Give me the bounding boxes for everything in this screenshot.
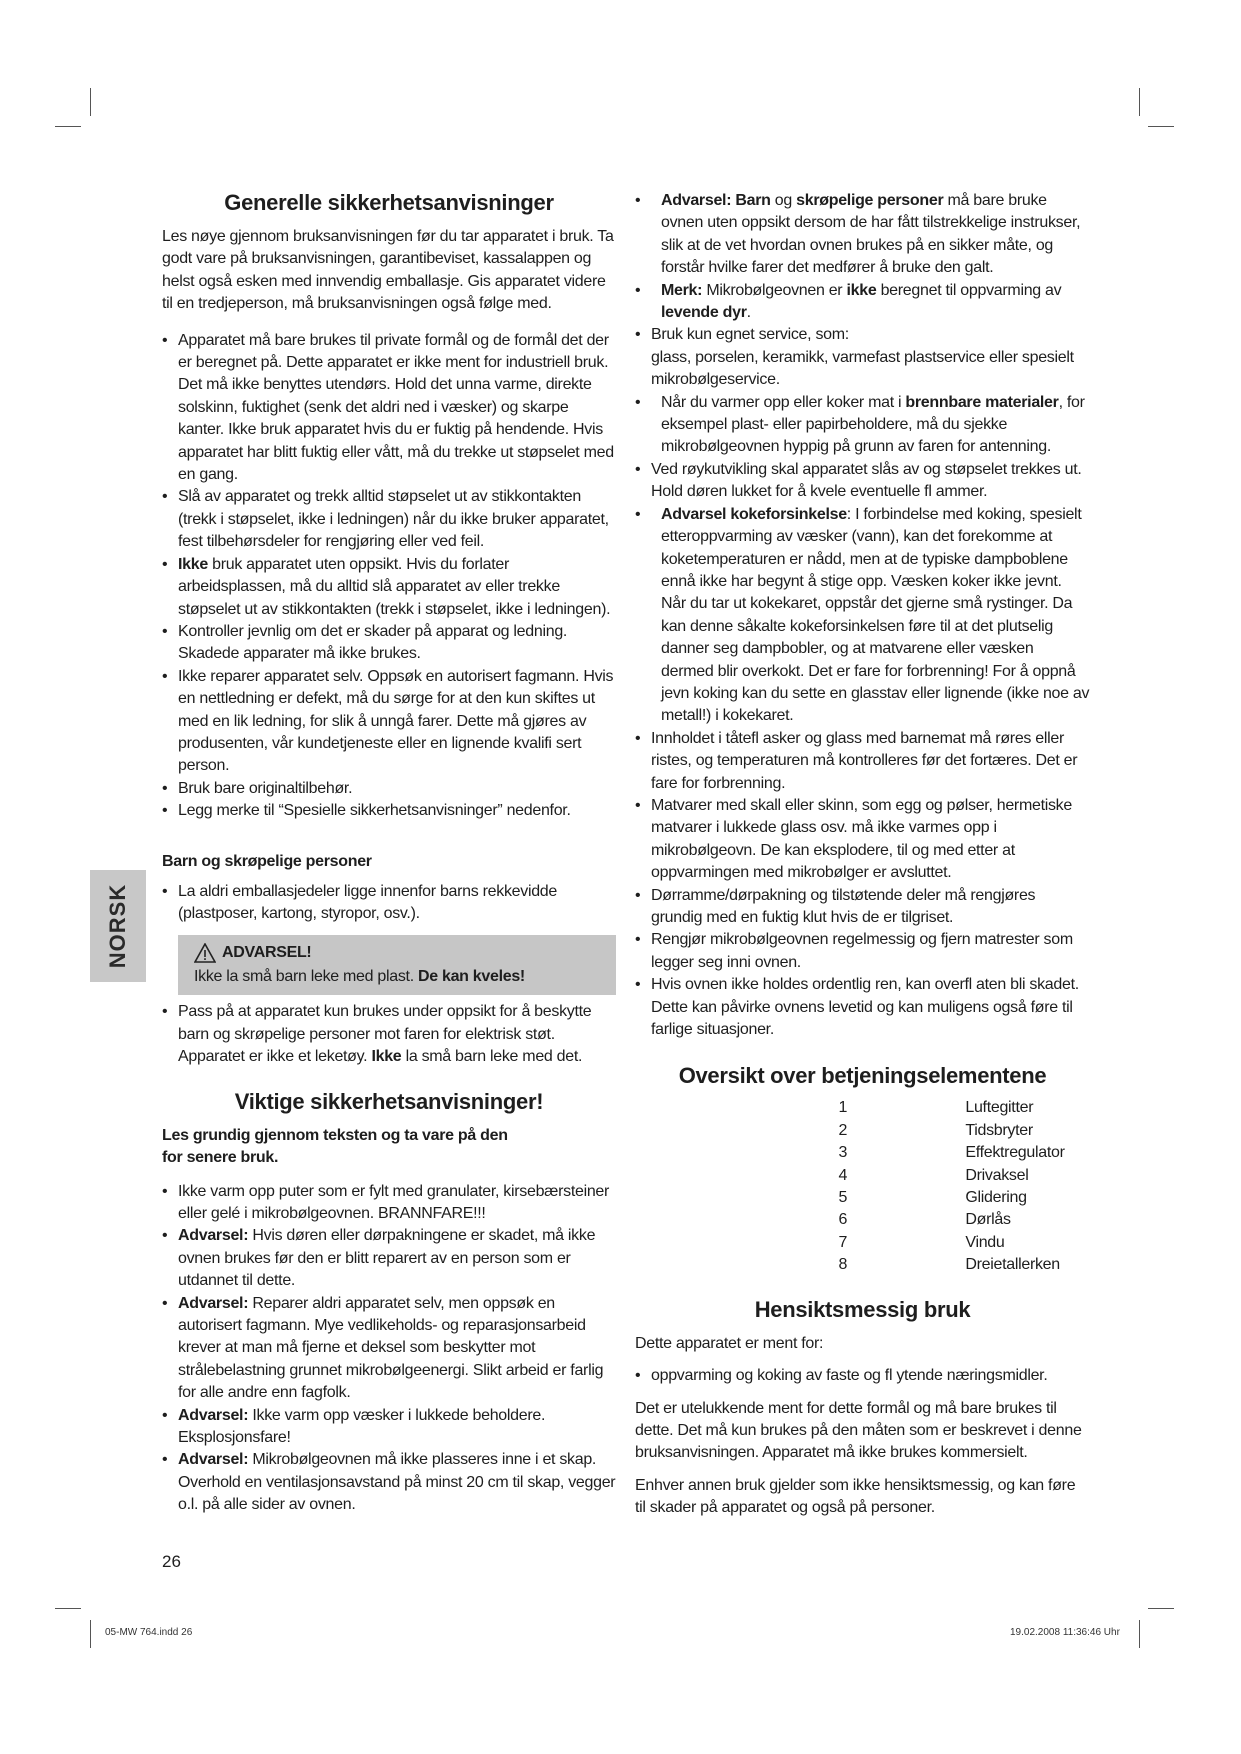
part-number: 6 [838, 1211, 848, 1229]
section-title-important-safety: Viktige sikkerhetsanvisninger! [234, 1088, 544, 1114]
list-item: • Ikke varm opp puter som er fylt med granulater, kirsebærsteiner eller gelé i mikrobølgeovnen. BRANNFARE!!! [162, 1181, 616, 1226]
crop-mark [1139, 1620, 1140, 1648]
table-row [660, 1097, 1064, 1119]
table-row [660, 1165, 1064, 1187]
crop-mark [55, 1608, 81, 1609]
part-label: Luftegitter [965, 1099, 1034, 1117]
warning-text: Ikke la små barn leke med plast. De kan kveles! [194, 968, 525, 986]
list-item: • Når du varmer opp eller koker mat i brennbare materialer, for eksempel plast- eller papirbeholdere, må du sjekke mikrobølgeovnen hyppig på grunn av faren for antenning. [635, 392, 1090, 459]
safety-list-continued-3 [635, 459, 1090, 504]
list-item: • Advarsel kokeforsinkelse: I forbindelse med koking, spesielt etteroppvarming av væsker (vann), kan det forekomme at koketemperaturen er nådd, men at de typiske dampboblene ennå ikke har begynt å stige opp. Væsken koker ikke jevnt. Når du tar ut kokekaret, oppstår det gjerne små rystinger. Da kan denne såkalte kokeforsinkelsen føre til at det plutselig danner seg dampbobler, og at matvarene eller væsken dermed blir overkokt. Det er fare for forbrenning! For å oppnå jevn koking kan du sette en glasstav eller lignende (ikke noe av metall!) i kokekaret. [635, 504, 1090, 728]
part-label: Dreietallerken [965, 1256, 1060, 1274]
table-row [660, 1187, 1064, 1209]
important-safety-list [162, 1181, 616, 1517]
list-item: • Apparatet må bare brukes til private formål og de formål det der er beregnet på. Dette apparatet er ikke ment for industriell bruk. Det må ikke benyttes utendørs. Hold det unna varme, direkte solskinn, fuktighet (senk det aldri ned i væsker) og skarpe kanter. Ikke bruk apparatet hvis du er fuktig på hendende. Hvis apparatet har blitt fuktig eller vått, må du trekke ut støpselet med en gang. [162, 330, 616, 487]
children-list [162, 881, 616, 926]
list-item: • Advarsel: Reparer aldri apparatet selv, men oppsøk en autorisert fagmann. Mye vedlikeholds- og reparasjonsarbeid krever at man må fjerne et deksel som beskytter mot strålebelastning grunnet mikrobølgeenergi. Slikt arbeid er farlig for alle andre enn fagfolk. [162, 1293, 616, 1405]
crop-mark [90, 1620, 91, 1648]
safety-list-continued-2 [635, 392, 1090, 459]
list-item: • Hvis ovnen ikke holdes ordentlig ren, kan overfl aten bli skadet. Dette kan påvirke ovnens levetid og kan muligens også føre til farlige situasjoner. [635, 974, 1090, 1041]
misuse-paragraph: Enhver annen bruk gjelder som ikke hensiktsmessig, og kan føre til skader på apparatet og også på personer. [635, 1476, 1076, 1517]
important-safety-lead: Les grundig gjennom teksten og ta vare på den for senere bruk. [162, 1126, 508, 1166]
safety-list-continued-4 [635, 504, 1090, 728]
part-number: 5 [838, 1189, 848, 1207]
footer-timestamp: 19.02.2008 11:36:46 Uhr [1010, 1627, 1120, 1638]
part-label: Vindu [965, 1233, 1005, 1251]
safety-list-continued [635, 190, 1090, 324]
crop-mark [90, 88, 91, 116]
table-row [660, 1232, 1064, 1254]
crop-mark [1139, 88, 1140, 116]
table-row [660, 1142, 1064, 1164]
list-item: • Ikke reparer apparatet selv. Oppsøk en autorisert fagmann. Hvis en nettledning er defekt, må du sørge for at den kun skiftes ut med en lik ledning, for slik å unngå farer. Dette må gjøres av produsenten, vår kundetjeneste eller en lignende kvalifi sert person. [162, 666, 616, 778]
table-row [660, 1254, 1064, 1276]
part-number: 7 [838, 1233, 848, 1251]
list-item: • Ikke bruk apparatet uten oppsikt. Hvis du forlater arbeidsplassen, må du alltid slå apparatet av eller trekke støpselet ut av stikkontakten (trekk i støpselet, ikke i ledningen). [162, 554, 616, 621]
language-tab [90, 870, 146, 982]
warning-title: ADVARSEL! [194, 941, 606, 965]
list-item: • Slå av apparatet og trekk alltid støpselet ut av stikkontakten (trekk i støpselet, ikke i ledningen) når du ikke bruker apparatet, fest tilbehørsdeler for rengjøring eller ved feil. [162, 486, 616, 553]
list-item: • Advarsel: Hvis døren eller dørpakningene er skadet, må ikke ovnen brukes før den er blitt reparert av en person som er utdannet til dette. [162, 1225, 616, 1292]
children-heading: Barn og skrøpelige personer [162, 852, 372, 870]
list-item: • Pass på at apparatet kun brukes under oppsikt for å beskytte barn og skrøpelige personer mot faren for elektrisk støt. Apparatet er ikke et leketøy. Ikke la små barn leke med det. [162, 1001, 616, 1068]
section-title-overview: Oversikt over betjeningselementene [678, 1063, 1047, 1089]
list-item: • Innholdet i tåtefl asker og glass med barnemat må røres eller ristes, og temperaturen må kontrolleres før det fortæres. Det er fare for forbrenning. [635, 728, 1090, 795]
intended-use-paragraph: Det er utelukkende ment for dette formål og må bare brukes til dette. Det må kun brukes på den måten som er beskrevet i denne bruksanvisningen. Apparatet må ikke brukes kommersielt. [635, 1399, 1082, 1462]
section-title-general-safety: Generelle sikkerhetsanvisninger [224, 190, 554, 215]
list-item: • Ved røykutvikling skal apparatet slås av og støpselet trekkes ut. Hold døren lukket for å kvele eventuelle fl ammer. [635, 459, 1090, 504]
crop-mark [1148, 126, 1174, 127]
footer-file-info: 05-MW 764.indd 26 [105, 1627, 193, 1638]
part-number: 2 [838, 1121, 848, 1139]
safety-list-service [635, 324, 1090, 391]
list-item: • Bruk bare originaltilbehør. [162, 778, 616, 800]
list-item: • Dørramme/dørpakning og tilstøtende deler må rengjøres grundig med en fuktig klut hvis de er tilgriset. [635, 885, 1090, 930]
controls-table [660, 1097, 1064, 1276]
list-item: • Kontroller jevnlig om det er skader på apparat og ledning. Skadede apparater må ikke brukes. [162, 621, 616, 666]
section-title-intended-use: Hensiktsmessig bruk [754, 1296, 971, 1322]
warning-box [178, 935, 616, 995]
part-label: Tidsbryter [965, 1121, 1033, 1139]
list-item: • oppvarming og koking av faste og fl ytende næringsmidler. [635, 1365, 1090, 1387]
part-number: 3 [838, 1144, 848, 1162]
intended-use-intro: Dette apparatet er ment for: [635, 1334, 824, 1352]
part-number: 1 [838, 1099, 848, 1117]
list-item: • Rengjør mikrobølgeovnen regelmessig og fjern matrester som legger seg inni ovnen. [635, 929, 1090, 974]
left-column [162, 190, 616, 1517]
list-item: • Advarsel: Barn og skrøpelige personer må bare bruke ovnen uten oppsikt dersom de har fått tilstrekkelige instrukser, slik at de vet hvordan ovnen brukes på en sikker måte, og forstår hvilke farer det medfører å bruke den galt. [635, 190, 1090, 280]
language-tab-label: NORSK [105, 883, 131, 969]
safety-list-continued-5 [635, 728, 1090, 1042]
right-column [635, 190, 1090, 1520]
part-number: 4 [838, 1166, 848, 1184]
list-item: • Advarsel: Mikrobølgeovnen må ikke plasseres inne i et skap. Overhold en ventilasjonsavstand på minst 20 cm til skap, vegger o.l. på alle sider av ovnen. [162, 1449, 616, 1516]
crop-mark [55, 126, 81, 127]
part-number: 8 [838, 1256, 848, 1274]
part-label: Glidering [965, 1189, 1027, 1207]
part-label: Drivaksel [965, 1166, 1029, 1184]
general-safety-list [162, 330, 616, 823]
list-item: • La aldri emballasjedeler ligge innenfor barns rekkevidde (plastposer, kartong, styropor, osv.). [162, 881, 616, 926]
list-item: • Matvarer med skall eller skinn, som egg og pølser, hermetiske matvarer i lukkede glass osv. må ikke varmes opp i mikrobølgeovn. De kan eksplodere, til og med etter at oppvarmingen med mikrobølger er avsluttet. [635, 795, 1090, 885]
intended-use-list [635, 1365, 1090, 1387]
list-item: • Merk: Mikrobølgeovnen er ikke beregnet til oppvarming av levende dyr. [635, 280, 1090, 325]
crop-mark [1148, 1608, 1174, 1609]
list-item: • Advarsel: Ikke varm opp væsker i lukkede beholdere. Eksplosjonsfare! [162, 1405, 616, 1450]
part-label: Dørlås [965, 1211, 1011, 1229]
general-safety-intro: Les nøye gjennom bruksanvisningen før du tar apparatet i bruk. Ta godt vare på bruksanvisningen, garantibeviset, kassalappen og helst også esken med innvendig emballasje. Gis apparatet videre til en tredjeperson, må bruksanvisningen også følge med. [162, 228, 614, 313]
page-number: 26 [162, 1552, 181, 1571]
part-label: Effektregulator [965, 1144, 1065, 1162]
list-item: • Legg merke til “Spesielle sikkerhetsanvisninger” nedenfor. [162, 800, 616, 822]
list-item: • Bruk kun egnet service, som: glass, porselen, keramikk, varmefast plastservice eller spesielt mikrobølgeservice. [635, 324, 1090, 391]
children-list-2 [162, 1001, 616, 1068]
warning-triangle-icon [194, 943, 216, 963]
table-row [660, 1209, 1064, 1231]
table-row [660, 1120, 1064, 1142]
